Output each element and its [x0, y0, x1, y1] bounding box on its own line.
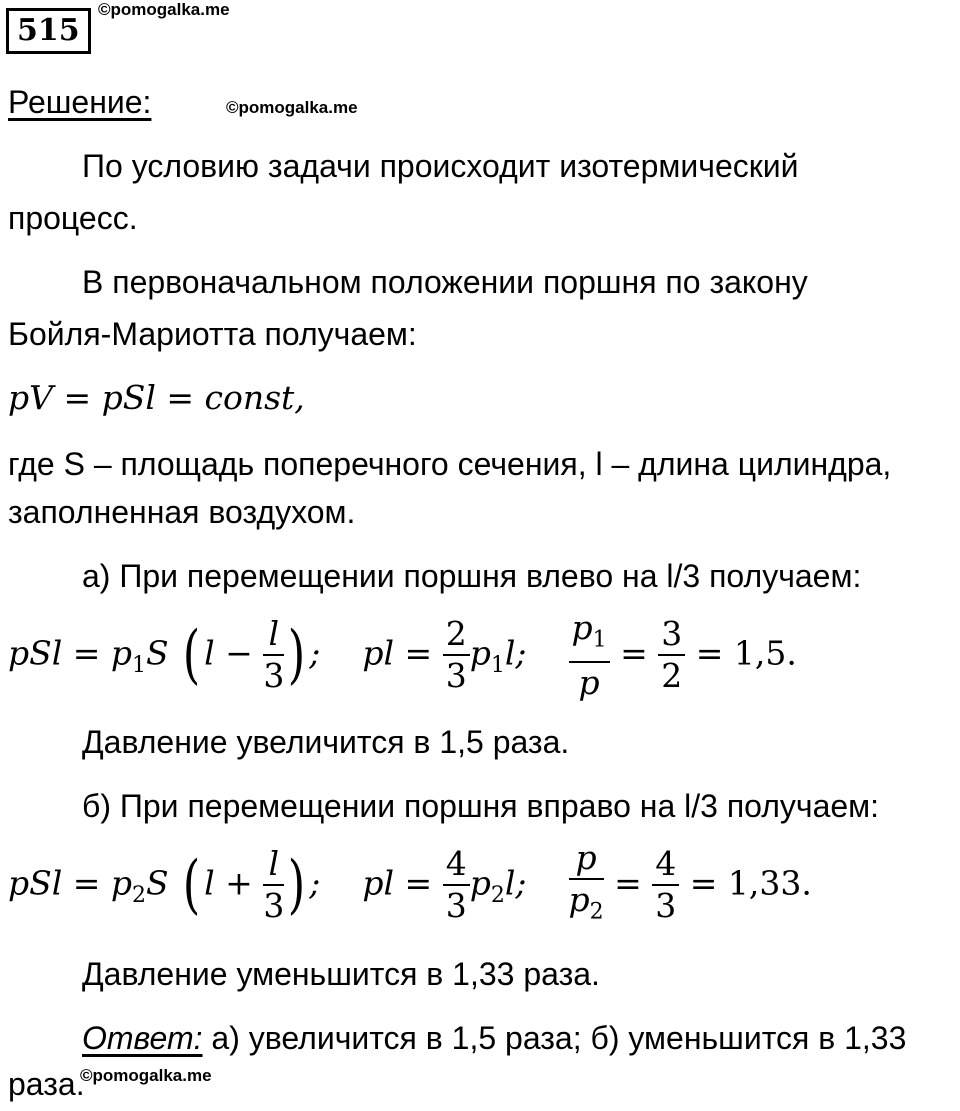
eq-a-frac-4-num: 3 — [658, 614, 685, 656]
eq-a-part2-end: l; — [504, 633, 527, 673]
eq-a-part1-mid: S — [146, 633, 169, 673]
eq-a-frac-1-den: 3 — [263, 656, 285, 696]
paragraph-3-line-1: где S – площадь поперечного сечения, l – длина цилиндра, — [8, 446, 892, 482]
answer-label: Ответ: — [82, 1020, 203, 1056]
paragraph-1-line-2: процесс. — [8, 200, 138, 236]
paragraph-3-line-2: заполненная воздухом. — [8, 494, 356, 530]
answer-text-line-1: а) увеличится в 1,5 раза; б) уменьшится в 1,33 — [202, 1020, 907, 1056]
eq-b-frac-3-num: p — [569, 838, 604, 880]
paragraph-2-line-2: Бойля-Мариотта получаем: — [8, 316, 417, 352]
eq-a-part1-inner: l − — [204, 633, 253, 673]
eq-b-frac-1-den: 3 — [263, 886, 285, 926]
eq-a-part1-end: ; — [309, 633, 321, 673]
eq-a-part2-p: p — [469, 633, 491, 673]
watermark-bottom: ©pomogalka.me — [80, 1066, 212, 1085]
eq-a-part2-sub: 1 — [490, 652, 505, 678]
watermark-mid: ©pomogalka.me — [226, 98, 358, 117]
case-a-conclusion: Давление увеличится в 1,5 раза. — [82, 724, 570, 760]
case-a-equation: pSl = $p_1S$ ( l − $\frac{l}{3}$ ) ; pl = $\frac{2}{3}$ $p_1l$; $\frac{p_1}{p}$ = $\frac{3}{2}$ = 1,5. — [8, 608, 797, 702]
eq-b-part1-end: ; — [309, 863, 321, 903]
eq-b-part2-p: p — [469, 863, 491, 903]
eq-a-part1-left: pSl = p — [8, 633, 133, 673]
eq-b-frac-2 — [443, 844, 470, 926]
eq-b-frac-4-den: 3 — [655, 886, 677, 926]
eq-b-frac-3-den: p — [568, 880, 590, 919]
eq-a-frac-4 — [658, 614, 685, 696]
eq-b-frac-4-num: 4 — [652, 844, 679, 886]
eq-a-frac-3-num: p — [571, 608, 593, 647]
watermark-top: ©pomogalka.me — [98, 0, 230, 19]
eq-a-frac-2 — [443, 614, 470, 696]
eq-a-frac-1-num: l — [263, 614, 284, 656]
case-a-intro: а) При перемещении поршня влево на l/3 получаем: — [82, 558, 862, 594]
eq-b-eq-sign: = — [614, 863, 642, 903]
eq-a-frac-2-den: 3 — [445, 656, 467, 696]
solution-heading: Решение: — [8, 84, 152, 120]
eq-b-frac-2-den: 3 — [445, 886, 467, 926]
eq-b-frac-1-num: l — [263, 844, 284, 886]
case-b-equation: pSl = $p_2S$ ( l + $\frac{l}{3}$ ) ; pl = $\frac{4}{3}$ $p_2l$; $\frac{p}{p_2}$ = $\frac{4}{3}$ = 1,33. — [8, 838, 812, 933]
eq-b-part1-inner: l + — [204, 863, 253, 903]
eq-a-eq-sign: = — [620, 633, 648, 673]
case-b-conclusion: Давление уменьшится в 1,33 раза. — [82, 956, 600, 992]
paragraph-1-line-1: По условию задачи происходит изотермический — [82, 148, 799, 184]
eq-a-frac-3-den: p — [578, 662, 600, 702]
answer-line-1 — [82, 1018, 906, 1058]
eq-a-frac-2-num: 2 — [443, 614, 470, 656]
eq-b-result: = 1,33. — [689, 863, 812, 903]
eq-b-part2-sub: 2 — [490, 882, 505, 908]
eq-b-part1-mid: S — [146, 863, 169, 903]
main-equation: pV = pSl = const, — [8, 378, 305, 417]
eq-a-frac-1 — [263, 614, 284, 696]
eq-b-frac-3-den-sub: 2 — [589, 899, 604, 925]
eq-b-part2-end: l; — [504, 863, 527, 903]
task-number: 515 — [6, 8, 91, 54]
eq-b-part1-left: pSl = p — [8, 863, 133, 903]
eq-b-frac-3 — [569, 838, 604, 933]
eq-a-result: = 1,5. — [695, 633, 797, 673]
eq-b-part2-left: pl = — [362, 863, 433, 903]
eq-b-frac-4 — [652, 844, 679, 926]
eq-a-frac-3-num-sub: 1 — [592, 627, 607, 653]
eq-a-part1-sub: 1 — [132, 652, 147, 678]
eq-a-frac-3 — [569, 608, 610, 703]
eq-b-part1-sub: 2 — [132, 882, 147, 908]
eq-a-frac-4-den: 2 — [661, 656, 683, 696]
case-b-intro: б) При перемещении поршня вправо на l/3 получаем: — [82, 788, 880, 824]
eq-a-part2-left: pl = — [362, 633, 433, 673]
answer-line-2: раза. — [8, 1066, 85, 1102]
eq-b-frac-1 — [263, 844, 284, 926]
paragraph-2-line-1: В первоначальном положении поршня по закону — [82, 264, 808, 300]
eq-b-frac-2-num: 4 — [443, 844, 470, 886]
